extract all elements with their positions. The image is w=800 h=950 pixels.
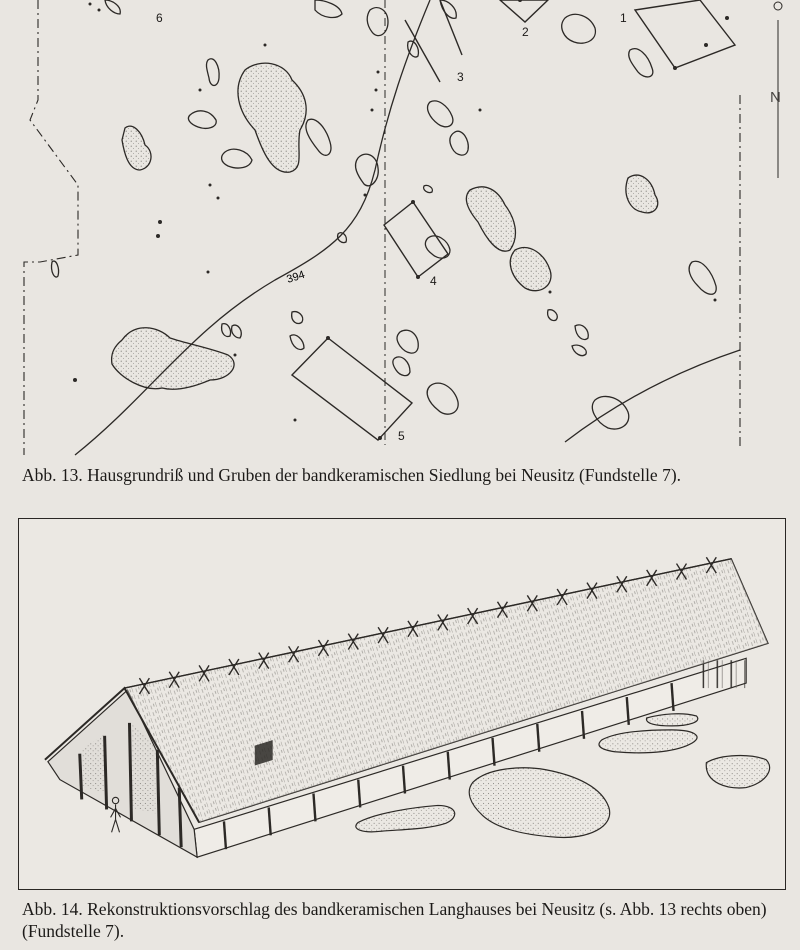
house-4-outline	[384, 202, 448, 277]
gable-end-planks	[701, 660, 745, 688]
figure-14-caption: Abb. 14. Rekonstruktionsvorschlag des bandkeramischen Langhauses bei Neusitz (s. Abb. 13 rechts oben) (Fundstelle 7).	[22, 899, 767, 941]
house-2-outline	[500, 0, 548, 22]
house-5-outline	[292, 338, 412, 440]
site-label-1: 1	[620, 11, 627, 25]
excavation-boundary	[24, 0, 740, 455]
contour-line-east	[565, 350, 740, 442]
site-label-5: 5	[398, 429, 405, 443]
site-label-2: 2	[522, 25, 529, 39]
contour-label: 394	[285, 268, 307, 286]
longhouse-illustration	[19, 519, 785, 889]
site-label-4: 4	[430, 274, 437, 288]
house-1-outline	[635, 0, 735, 68]
site-label-3: 3	[457, 70, 464, 84]
figure-13-caption: Abb. 13. Hausgrundriß und Gruben der bandkeramischen Siedlung bei Neusitz (Fundstelle 7).	[22, 465, 682, 485]
north-label: N	[770, 89, 781, 106]
site-label-6: 6	[156, 11, 163, 25]
longhouse-figure-frame	[18, 518, 786, 890]
site-plan-figure	[0, 0, 800, 460]
